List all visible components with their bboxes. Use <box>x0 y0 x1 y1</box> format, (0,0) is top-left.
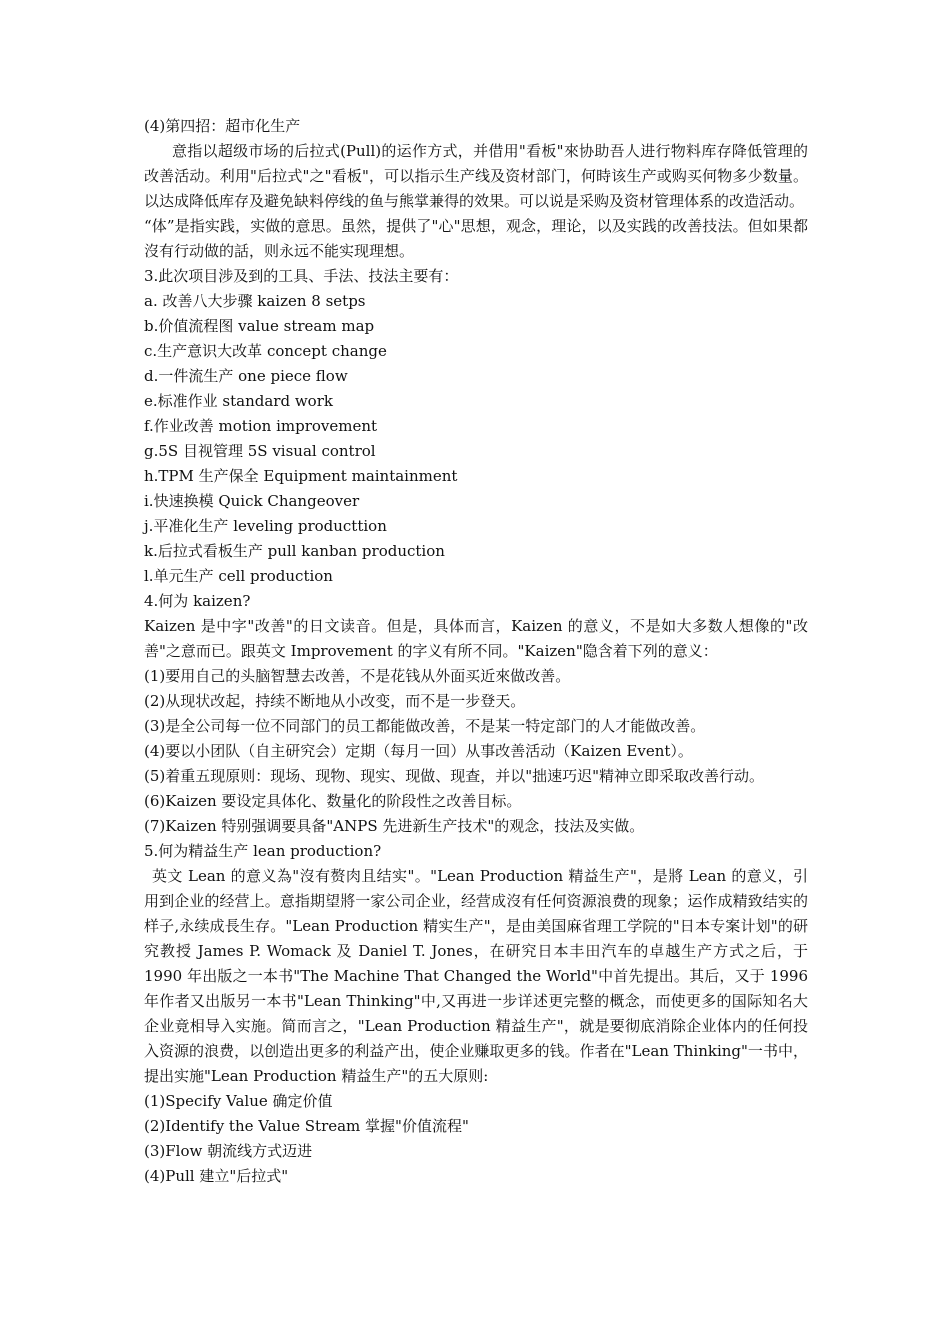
list-item: l.单元生产 cell production <box>144 567 333 585</box>
kaizen-point: (6)Kaizen 要设定具体化、数量化的阶段性之改善目标。 <box>144 792 522 810</box>
list-item: g.5S 目视管理 5S visual control <box>144 442 376 460</box>
kaizen-point: (7)Kaizen 特别强调要具备"ANPS 先进新生产技术"的观念，技法及实做。 <box>144 817 645 835</box>
list-item: h.TPM 生产保全 Equipment maintainment <box>144 467 458 485</box>
principle-item: (1)Specify Value 确定价值 <box>144 1092 333 1110</box>
list-item: d.一件流生产 one piece flow <box>144 367 348 385</box>
kaizen-point: (2)从现状改起，持续不断地从小改变，而不是一步登天。 <box>144 692 526 710</box>
principle-item: (4)Pull 建立"后拉式" <box>144 1167 289 1185</box>
paragraph-lean: 英文 Lean 的意义為"沒有赘肉且结实"。"Lean Production 精益生产"，是將 Lean 的意义，引用到企业的经营上。意指期望將一家公司企业，经营成沒有任何资源浪费的现象；运作成精致结实的样子,永续成長生存。"Lean Production 精实生产"，是由美国麻省理工学院的"日本专案计划"的研究教授 James P. Womack 及 Daniel T. Jones，在研究日本丰田汽车的卓越生产方式之后，于 1990 年出版之一本书"The Machine That Changed the World"中首先提出。其后，又于 1996 年作者又出版另一本书"Lean Thinking"中,又再进一步详述更完整的概念，而使更多的国际知名大企业竟相导入实施。简而言之，"Lean Production 精益生产"，就是要彻底消除企业体内的任何投入资源的浪费，以创造出更多的利益产出，使企业赚取更多的钱。作者在"Lean Thinking"一书中，提出实施"Lean Production 精益生产"的五大原则: <box>144 867 808 1085</box>
list-item: i.快速换模 Quick Changeover <box>144 492 360 510</box>
kaizen-point: (4)要以小团队（自主研究会）定期（每月一回）从事改善活动（Kaizen Event）。 <box>144 742 693 760</box>
list-heading: 3.此次项目涉及到的工具、手法、技法主要有： <box>144 267 459 285</box>
list-item: a. 改善八大步骤 kaizen 8 setps <box>144 292 366 310</box>
kaizen-point: (5)着重五现原则：现场、现物、现实、现做、现查，并以"拙速巧迟"精神立即采取改善行动。 <box>144 767 765 785</box>
section-heading: (4)第四招：超市化生产 <box>144 117 301 135</box>
kaizen-point: (1)要用自己的头脑智慧去改善，不是花钱从外面买近來做改善。 <box>144 667 571 685</box>
document-body <box>144 114 808 1189</box>
principle-item: (2)Identify the Value Stream 掌握"价值流程" <box>144 1117 469 1135</box>
list-item: k.后拉式看板生产 pull kanban production <box>144 542 445 560</box>
list-item: c.生产意识大改革 concept change <box>144 342 387 360</box>
section-heading: 4.何为 kaizen? <box>144 592 251 610</box>
paragraph-supermarket: 意指以超级市场的后拉式(Pull)的运作方式，并借用"看板"來协助吾人进行物料库存降低管理的改善活动。利用"后拉式"之"看板"，可以指示生产线及资材部门，何時该生产或购买何物多少数量。以达成降低库存及避免缺料停线的鱼与熊掌兼得的效果。可以说是采购及资材管理体系的改造活动。 <box>144 142 808 210</box>
list-item: f.作业改善 motion improvement <box>144 417 378 435</box>
kaizen-point: (3)是全公司每一位不同部门的员工都能做改善，不是某一特定部门的人才能做改善。 <box>144 717 706 735</box>
paragraph-practice: “体”是指实践，实做的意思。虽然，提供了"心"思想，观念，理论，以及实践的改善技法。但如果都沒有行动做的話，则永远不能实现理想。 <box>144 217 808 260</box>
section-heading: 5.何为精益生产 lean production? <box>144 842 382 860</box>
list-item: j.平准化生产 leveling producttion <box>144 517 387 535</box>
paragraph-kaizen: Kaizen 是中字"改善"的日文读音。但是，具体而言，Kaizen 的意义，不是如大多数人想像的"改善"之意而已。跟英文 Improvement 的字义有所不同。"Kaizen"隐含着下列的意义： <box>144 617 808 660</box>
list-item: b.价值流程图 value stream map <box>144 317 375 335</box>
principle-item: (3)Flow 朝流线方式迈进 <box>144 1142 313 1160</box>
list-item: e.标准作业 standard work <box>144 392 333 410</box>
